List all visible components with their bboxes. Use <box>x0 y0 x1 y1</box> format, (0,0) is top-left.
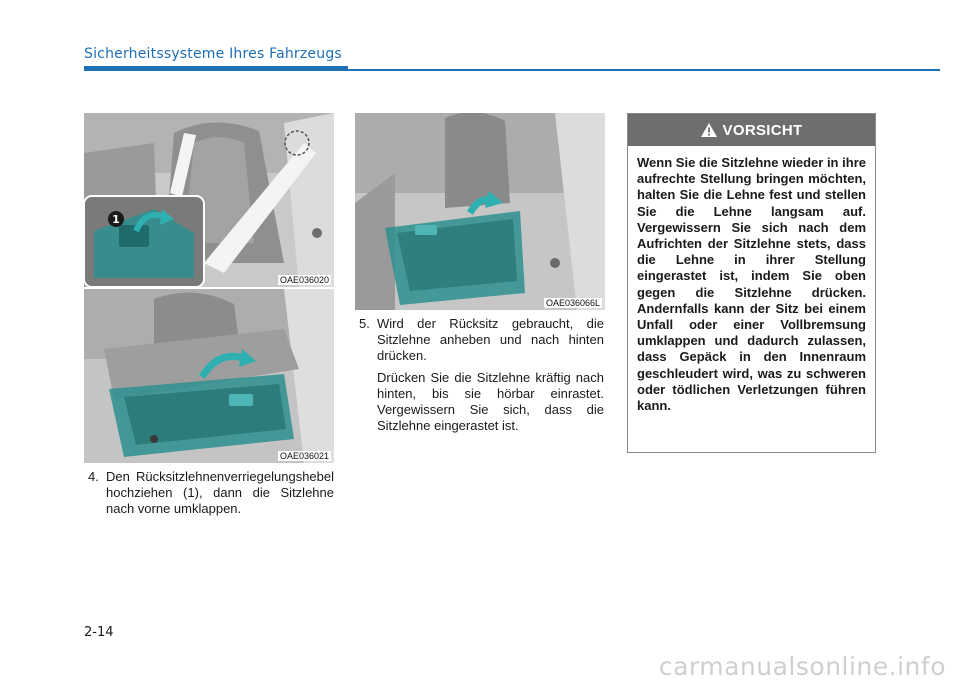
step-5 <box>359 316 604 434</box>
seat-return-illustration <box>355 113 605 310</box>
figure-seat-folded <box>84 289 334 463</box>
caution-header <box>628 114 875 146</box>
step-text: Den Rücksitzlehnenverriegelungshebel hochziehen (1), dann die Sitzlehne nach vorne umklappen. <box>106 469 334 516</box>
step-text-2: Drücken Sie die Sitzlehne kräftig nach hinten, bis sie hörbar einrastet. Vergewissern Sie sich, dass die Sitzlehne eingerastet ist. <box>377 370 604 433</box>
step-4 <box>88 469 334 517</box>
callout-1: 1 <box>112 213 120 226</box>
caution-box <box>627 113 876 453</box>
step-number: 4. <box>88 469 99 484</box>
figure-code: OAE036020 <box>279 275 329 285</box>
seat-lever-illustration <box>84 113 334 287</box>
header-rule-thick <box>84 66 348 71</box>
header-rule-thin <box>348 69 940 71</box>
figure-code: OAE036021 <box>279 451 329 461</box>
step-number: 5. <box>359 316 370 331</box>
watermark: carmanualsonline.info <box>658 652 946 681</box>
figure-seat-return <box>355 113 605 310</box>
figure-seat-lever <box>84 113 334 287</box>
step-text: Wird der Rücksitz gebraucht, die Sitzlehne anheben und nach hinten drücken. <box>377 316 604 363</box>
section-title: Sicherheitssysteme Ihres Fahrzeugs <box>84 46 342 62</box>
page-number: 2-14 <box>84 625 114 640</box>
caution-title: VORSICHT <box>722 121 803 139</box>
figure-code: OAE036066L <box>545 298 600 308</box>
warning-triangle-icon <box>701 123 717 137</box>
caution-text: Wenn Sie die Sitzlehne wieder in ihre aufrechte Stellung bringen möchten, halten Sie die Lehne fest und stellen Sie die Lehne langsam auf. Vergewissern Sie sich nach dem Aufrichten der Sitzlehne stets, dass die Lehne in ihrer Stellung eingerastet ist, indem Sie oben gegen die Sitzlehne drücken. Andernfalls kann der Sitz bei einem Unfall oder einer Vollbremsung umklappen und dadurch zulassen, dass Gepäck in den Innenraum geschleudert wird, was zu schweren oder tödlichen Verletzungen führen kann. <box>637 155 866 414</box>
seat-folded-illustration <box>84 289 334 463</box>
